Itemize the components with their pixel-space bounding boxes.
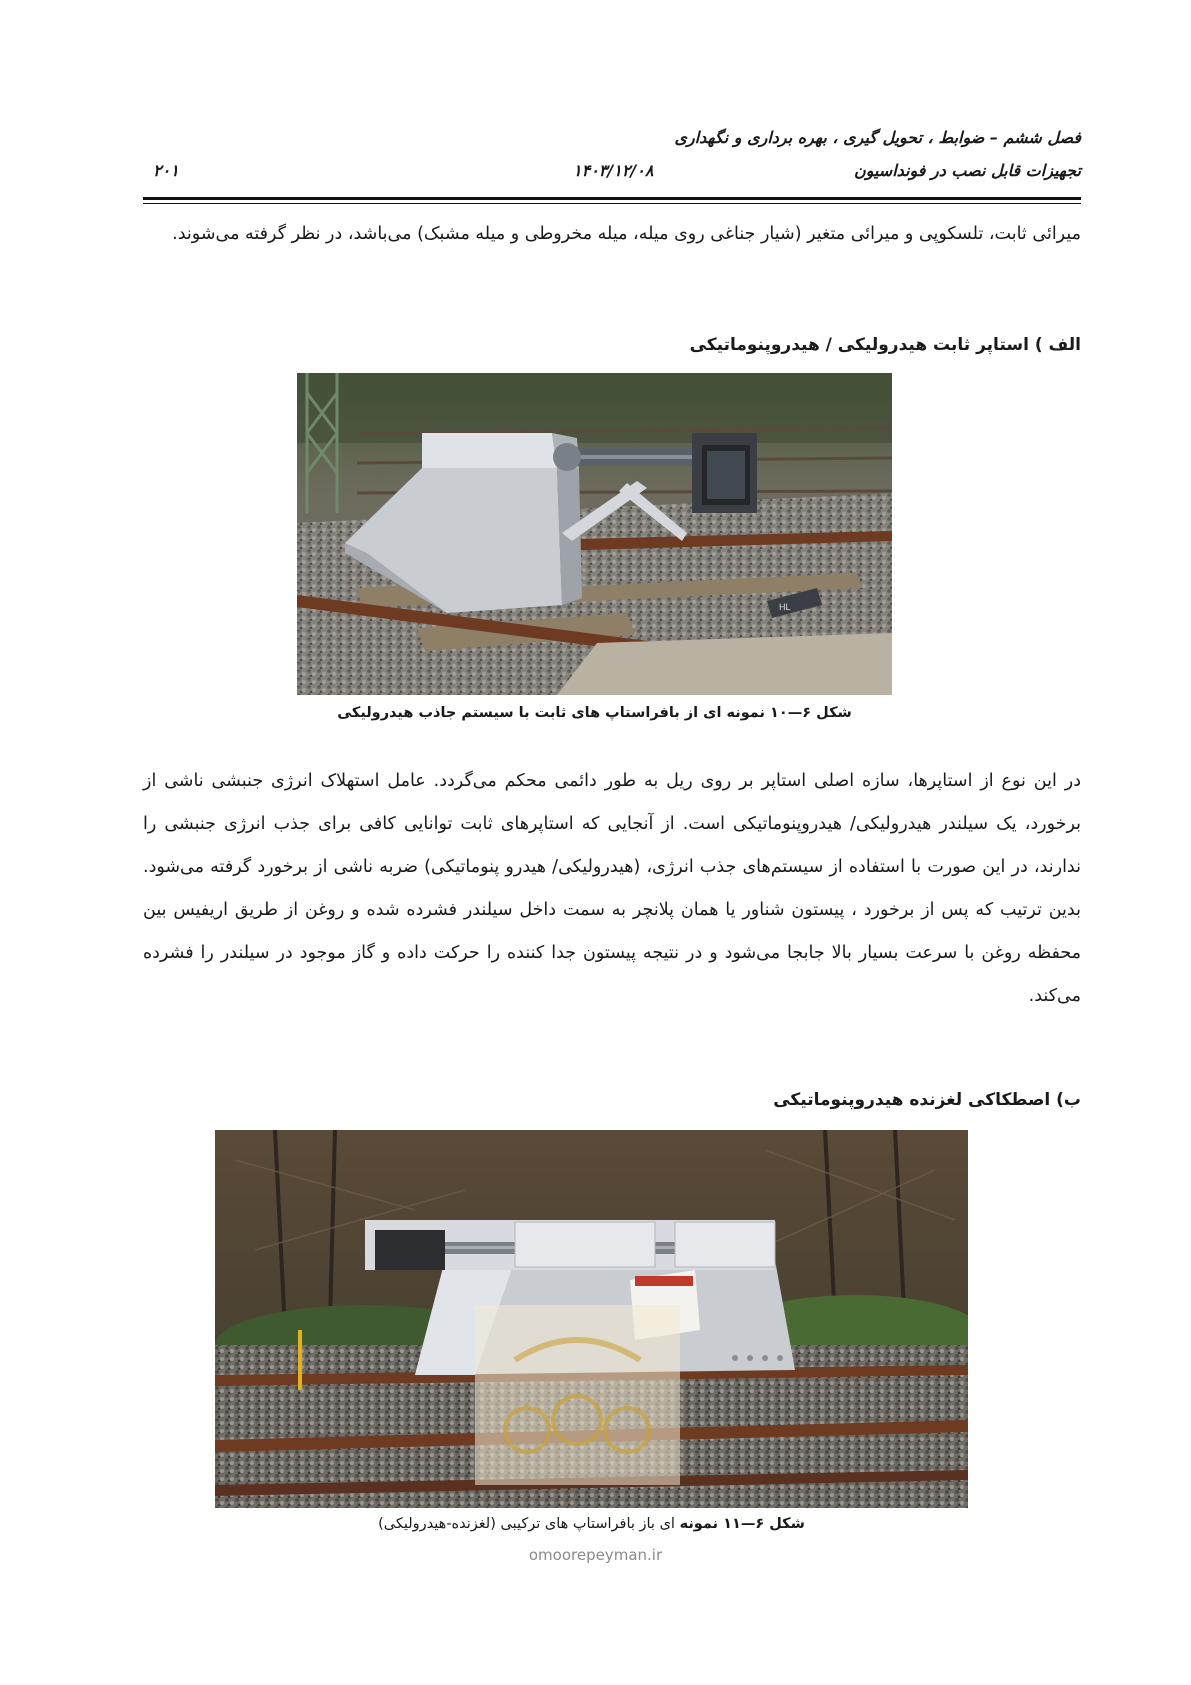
section-a-paragraph: در این نوع از استاپرها، سازه اصلی استاپر بر روی ریل به طور دائمی محکم می‌گردد. عامل استهلاک انرژی جنبشی ناشی از برخورد، یک سیلندر هیدرولیکی/ هیدروپنوماتیکی است. از آنجایی که استاپرهای ثابت توانایی کافی برای جذب انرژی جنبشی را ندارند، در این صورت با استفاده از سیستم‌های جذب انرژی، (هیدرولیکی/ هیدرو پنوماتیکی) ضربه ناشی از برخورد گرفته می‌شود. بدین ترتیب که پس از برخورد ، پیستون شناور یا همان پلانچر به سمت داخل سیلندر فشرده شده و روغن از طریق اریفیس بین محفظه روغن با سرعت بسیار بالا جابجا می‌شود و در نتیجه پیستون جدا کننده را حرکت داده و گاز موجود در سیلندر را فشرده می‌کند. <box>143 771 1081 1006</box>
svg-text:HL: HL <box>779 602 791 612</box>
intro-paragraph: میرائی ثابت، تلسکوپی و میرائی متغیر (شیار جناغی روی میله، میله مخروطی و میله مشبک) می‌باشد، در نظر گرفته می‌شوند. <box>172 224 1081 244</box>
figure-11-caption-bold: شکل ۶—۱۱ نمونه <box>679 1516 805 1532</box>
sliding-buffer-stop-photo <box>215 1130 968 1508</box>
fixed-buffer-stop-photo <box>297 373 892 695</box>
section-a-heading: الف ) استاپر ثابت هیدرولیکی / هیدروپنوماتیکی <box>689 335 1081 355</box>
figure-11-caption-rest: ای باز بافراستاپ های ترکیبی (لغزنده-هیدرولیکی) <box>378 1516 680 1532</box>
watermark-url: omoorepeyman.ir <box>528 1546 663 1564</box>
sliding-buffer-stop-illustration <box>215 1130 968 1508</box>
fixed-buffer-stop-illustration <box>297 373 892 695</box>
figure-11-caption <box>215 1516 968 1532</box>
header-date: ۱۴۰۳/۱۲/۰۸ <box>573 161 654 180</box>
header-rule-thin <box>143 203 1081 204</box>
header-rule-thick <box>143 197 1081 200</box>
section-b-heading: ب) اصطکاکی لغزنده هیدروپنوماتیکی <box>773 1090 1081 1110</box>
page-number: ۲۰۱ <box>153 161 179 180</box>
chapter-title: فصل ششم – ضوابط ، تحویل گیری ، بهره برداری و نگهداری <box>674 128 1081 147</box>
section-title: تجهیزات قابل نصب در فونداسیون <box>853 161 1081 180</box>
page-header <box>143 128 1081 208</box>
figure-10-caption: شکل ۶—۱۰ نمونه ای از بافراستاپ های ثابت با سیستم جاذب هیدرولیکی <box>337 705 852 721</box>
